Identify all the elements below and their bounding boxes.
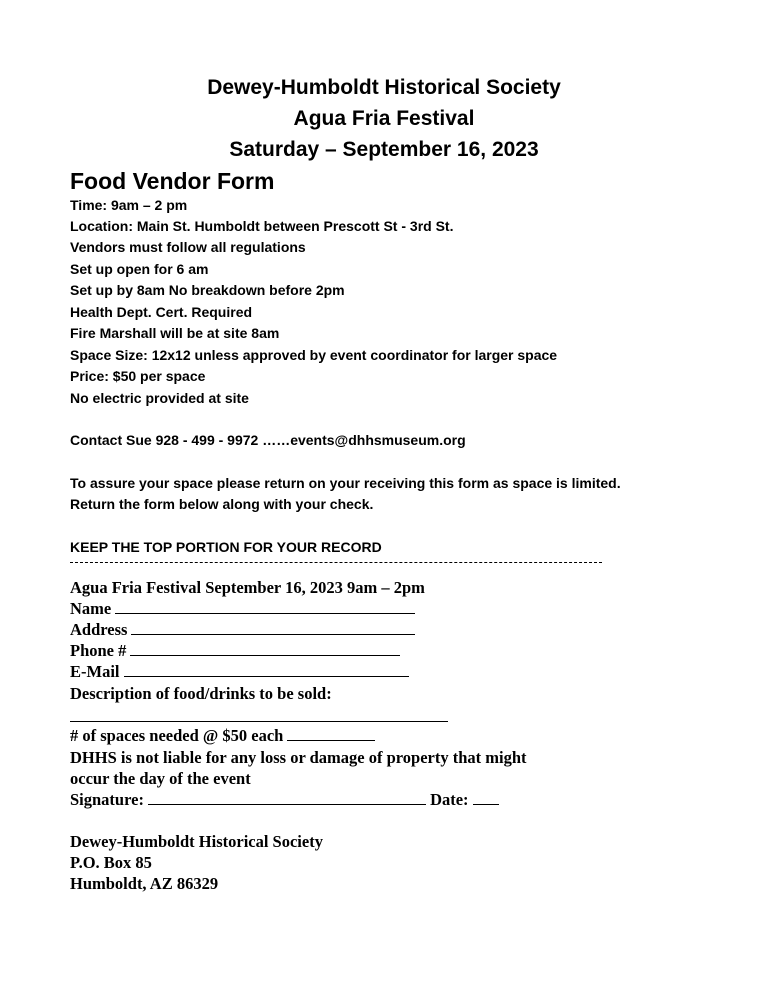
address-field[interactable]: [70, 620, 415, 639]
liability-line-2: occur the day of the event: [70, 769, 251, 788]
info-regulations: Vendors must follow all regulations: [70, 239, 306, 255]
name-label: Name: [70, 599, 112, 618]
email-label: E-Mail: [70, 662, 120, 681]
info-location: Location: Main St. Humboldt between Prescott St - 3rd St.: [70, 218, 454, 234]
phone-field[interactable]: [70, 641, 400, 660]
info-no-electric: No electric provided at site: [70, 390, 249, 406]
header-org: Dewey-Humboldt Historical Society: [207, 76, 561, 99]
mailing-city: Humboldt, AZ 86329: [70, 874, 219, 893]
cut-line: [70, 562, 602, 563]
email-blank[interactable]: [124, 662, 409, 677]
info-health-cert: Health Dept. Cert. Required: [70, 304, 253, 320]
mailing-box: P.O. Box 85: [70, 853, 152, 872]
liability-line-1: DHHS is not liable for any loss or damage of property that might: [70, 748, 527, 767]
spaces-blank[interactable]: [287, 726, 375, 741]
form-title: Food Vendor Form: [70, 168, 275, 194]
info-setup-by: Set up by 8am No breakdown before 2pm: [70, 282, 345, 298]
mailing-org: Dewey-Humboldt Historical Society: [70, 832, 323, 851]
header-date: Saturday – September 16, 2023: [229, 138, 539, 161]
signature-label: Signature:: [70, 790, 144, 809]
name-blank[interactable]: [115, 599, 415, 614]
info-time: Time: 9am – 2 pm: [70, 197, 188, 213]
date-blank[interactable]: [473, 790, 499, 805]
spaces-field[interactable]: [70, 726, 375, 745]
info-setup-open: Set up open for 6 am: [70, 261, 209, 277]
info-price: Price: $50 per space: [70, 368, 206, 384]
description-label: Description of food/drinks to be sold:: [70, 684, 332, 703]
signature-blank[interactable]: [148, 790, 426, 805]
form-event-line: Agua Fria Festival September 16, 2023 9am – 2pm: [70, 578, 425, 597]
info-fire-marshall: Fire Marshall will be at site 8am: [70, 325, 280, 341]
address-label: Address: [70, 620, 128, 639]
info-space-size: Space Size: 12x12 unless approved by event coordinator for larger space: [70, 347, 558, 363]
keep-note: KEEP THE TOP PORTION FOR YOUR RECORD: [70, 539, 382, 555]
signature-field[interactable]: [70, 790, 499, 809]
name-field[interactable]: [70, 599, 415, 618]
instructions-line-1: To assure your space please return on your receiving this form as space is limited.: [70, 475, 621, 491]
description-blank[interactable]: [70, 721, 448, 722]
address-blank[interactable]: [131, 620, 415, 635]
contact-line: Contact Sue 928 - 499 - 9972 ……events@dhhsmuseum.org: [70, 432, 466, 448]
spaces-label: # of spaces needed @ $50 each: [70, 726, 284, 745]
instructions-line-2: Return the form below along with your check.: [70, 496, 374, 512]
date-label: Date:: [430, 790, 469, 809]
phone-label: Phone #: [70, 641, 127, 660]
phone-blank[interactable]: [130, 641, 400, 656]
header-event: Agua Fria Festival: [293, 107, 475, 130]
email-field[interactable]: [70, 662, 409, 681]
